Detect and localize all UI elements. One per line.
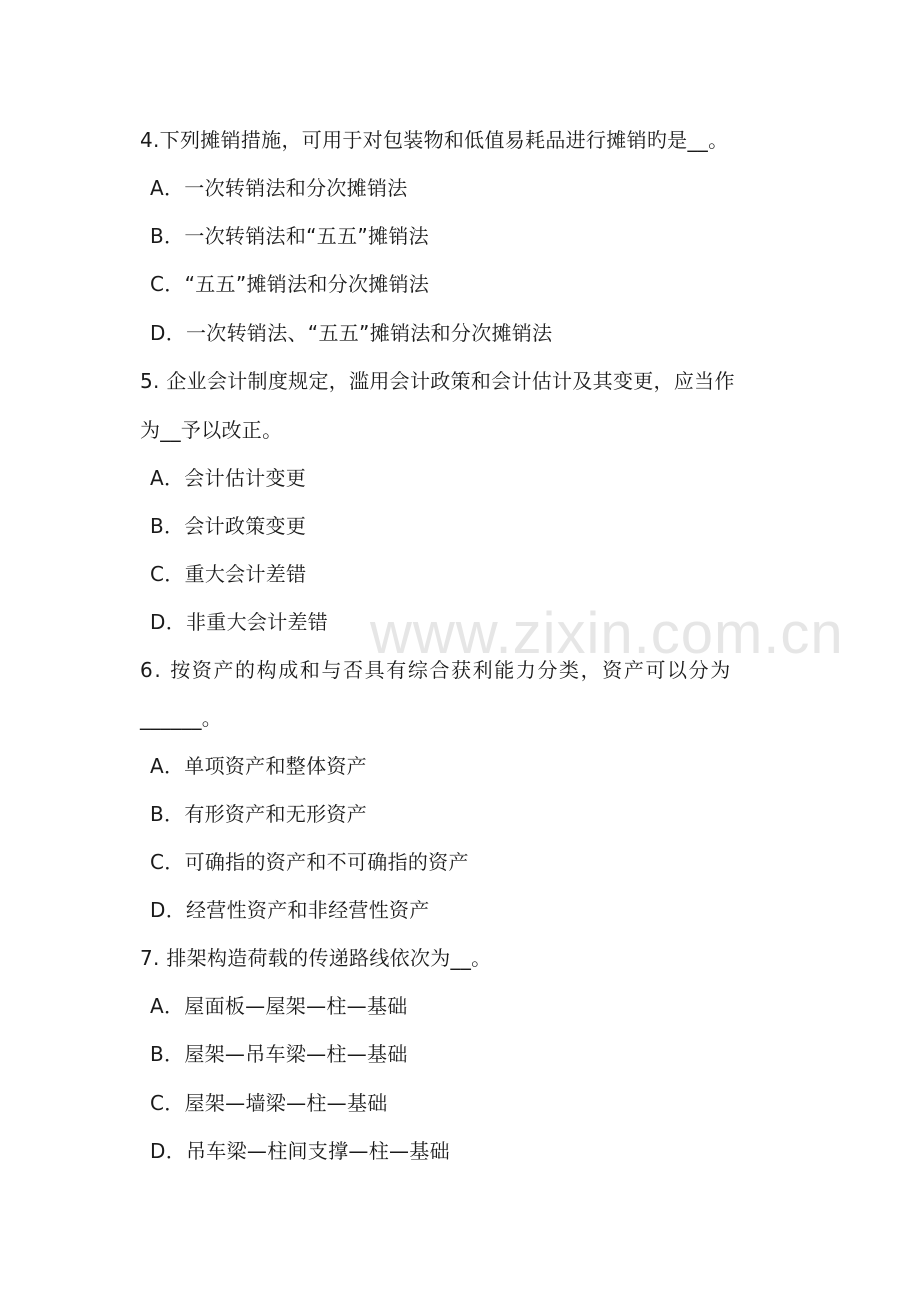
question-7-text: 7. 排架构造荷载的传递路线依次为__。: [140, 946, 492, 970]
question-6-text-cont: ______。: [140, 706, 223, 730]
question-7-option-b: B．屋架—吊车梁—柱—基础: [150, 1042, 408, 1066]
question-4-option-a: A．一次转销法和分次摊销法: [150, 176, 408, 200]
question-4-option-b: B．一次转销法和“五五”摊销法: [150, 224, 429, 248]
question-6-text: 6. 按资产的构成和与否具有综合获利能力分类，资产可以分为: [140, 658, 732, 682]
question-6-option-d: D．经营性资产和非经营性资产: [150, 898, 430, 922]
question-7-option-d: D．吊车梁—柱间支撑—柱—基础: [150, 1139, 450, 1163]
question-4-option-d: D．一次转销法、“五五”摊销法和分次摊销法: [150, 321, 553, 345]
question-7-option-c: C．屋架—墙梁—柱—基础: [150, 1091, 388, 1115]
question-5-text: 5. 企业会计制度规定，滥用会计政策和会计估计及其变更，应当作: [140, 369, 735, 393]
question-5-option-b: B．会计政策变更: [150, 514, 307, 538]
question-4-option-c: C．“五五”摊销法和分次摊销法: [150, 272, 430, 296]
question-4-text: 4.下列摊销措施，可用于对包装物和低值易耗品进行摊销旳是__。: [140, 128, 729, 152]
question-6-option-a: A．单项资产和整体资产: [150, 754, 367, 778]
question-5-option-d: D．非重大会计差错: [150, 610, 329, 634]
question-5-option-c: C．重大会计差错: [150, 562, 307, 586]
question-5-option-a: A．会计估计变更: [150, 466, 307, 490]
question-6-option-b: B．有形资产和无形资产: [150, 802, 368, 826]
question-7-option-a: A．屋面板—屋架—柱—基础: [150, 994, 408, 1018]
watermark: www.zixin.com.cn: [370, 601, 844, 666]
question-6-option-c: C．可确指的资产和不可确指的资产: [150, 850, 469, 874]
question-5-text-cont: 为__予以改正。: [140, 418, 283, 442]
